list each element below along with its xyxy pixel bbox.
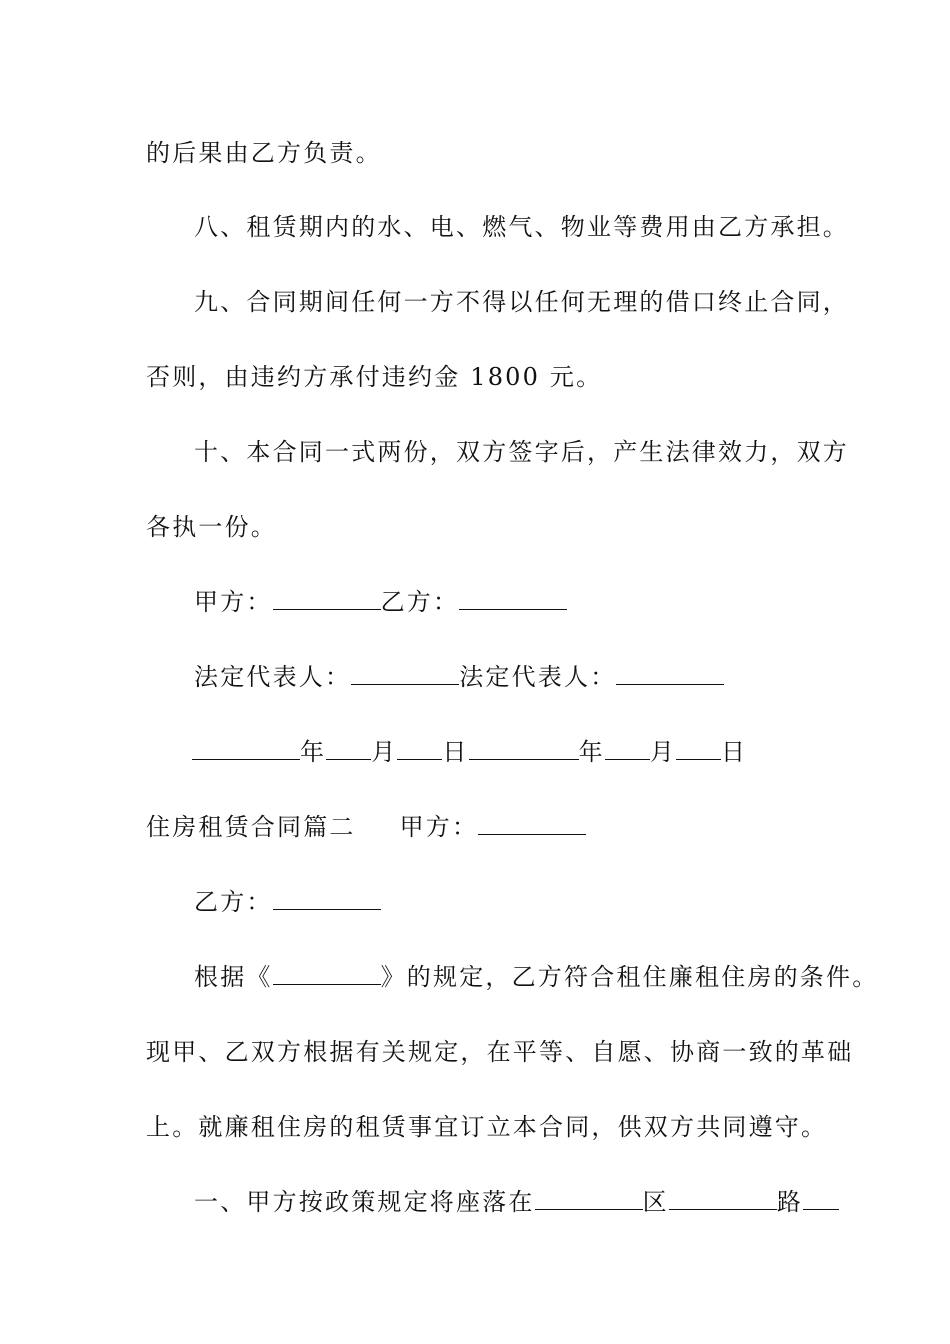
month-label: 月 — [649, 738, 677, 766]
section-title-line — [146, 812, 950, 842]
text: 现甲、乙双方根据有关规定，在平等、自愿、协商一致的革础 — [146, 1038, 854, 1066]
legal-rep-b-blank[interactable] — [616, 662, 724, 685]
legal-rep-a-label: 法定代表人： — [194, 663, 352, 691]
text: 十、本合同一式两份，双方签字后，产生法律效力，双方 — [194, 438, 849, 466]
district-label: 区 — [642, 1188, 669, 1216]
year-blank[interactable] — [469, 737, 579, 760]
road-blank[interactable] — [669, 1187, 777, 1210]
text: 》的规定，乙方符合租住廉租住房的条件。 — [380, 963, 879, 991]
month-blank[interactable] — [326, 737, 371, 760]
clause-10 — [194, 437, 950, 467]
road-label: 路 — [776, 1188, 804, 1216]
number-blank[interactable] — [803, 1187, 839, 1210]
year-label: 年 — [300, 738, 327, 766]
party-a-blank[interactable] — [478, 812, 586, 835]
party-a-blank[interactable] — [273, 587, 381, 610]
text: 否则，由违约方承付违约金 1800 元。 — [146, 363, 603, 391]
date-line — [192, 737, 950, 767]
party-b-blank[interactable] — [273, 887, 381, 910]
regulation-name-blank[interactable] — [273, 962, 381, 985]
party-b-label: 乙方： — [380, 588, 460, 616]
text: 的后果由乙方负责。 — [146, 139, 382, 167]
text: 各执一份。 — [146, 513, 277, 541]
text: 九、合同期间任何一方不得以任何无理的借口终止合同， — [194, 288, 849, 316]
year-label: 年 — [578, 738, 605, 766]
district-blank[interactable] — [535, 1187, 643, 1210]
party-a-label: 甲方： — [194, 588, 273, 616]
legal-rep-b-label: 法定代表人： — [459, 663, 617, 691]
paragraph-line — [146, 362, 950, 392]
text: 根据《 — [194, 963, 273, 991]
signature-parties-line — [194, 587, 950, 617]
year-blank[interactable] — [192, 737, 300, 760]
clause-9 — [194, 287, 950, 317]
day-label: 日 — [721, 738, 748, 766]
paragraph-line — [146, 1112, 950, 1142]
legal-rep-a-blank[interactable] — [351, 662, 459, 685]
paragraph-line — [146, 1037, 950, 1067]
month-label: 月 — [371, 738, 398, 766]
regulation-line — [194, 962, 950, 992]
text: 一、甲方按政策规定将座落在 — [194, 1188, 535, 1216]
clause-1-line — [194, 1187, 950, 1217]
legal-representative-line — [194, 662, 950, 692]
paragraph-line — [146, 512, 950, 542]
clause-8 — [194, 212, 950, 242]
text: 八、租赁期内的水、电、燃气、物业等费用由乙方承担。 — [194, 213, 849, 241]
day-blank[interactable] — [676, 737, 721, 760]
day-blank[interactable] — [397, 737, 442, 760]
day-label: 日 — [442, 738, 469, 766]
party-b-label: 乙方： — [194, 888, 273, 916]
party-b-blank[interactable] — [459, 587, 567, 610]
party-a-label: 甲方： — [399, 813, 479, 841]
paragraph-line — [146, 138, 950, 168]
section-title: 住房租赁合同篇二 — [146, 813, 356, 841]
text: 上。就廉租住房的租赁事宜订立本合同，供双方共同遵守。 — [146, 1113, 828, 1141]
party-b-line — [194, 887, 950, 917]
month-blank[interactable] — [605, 737, 650, 760]
